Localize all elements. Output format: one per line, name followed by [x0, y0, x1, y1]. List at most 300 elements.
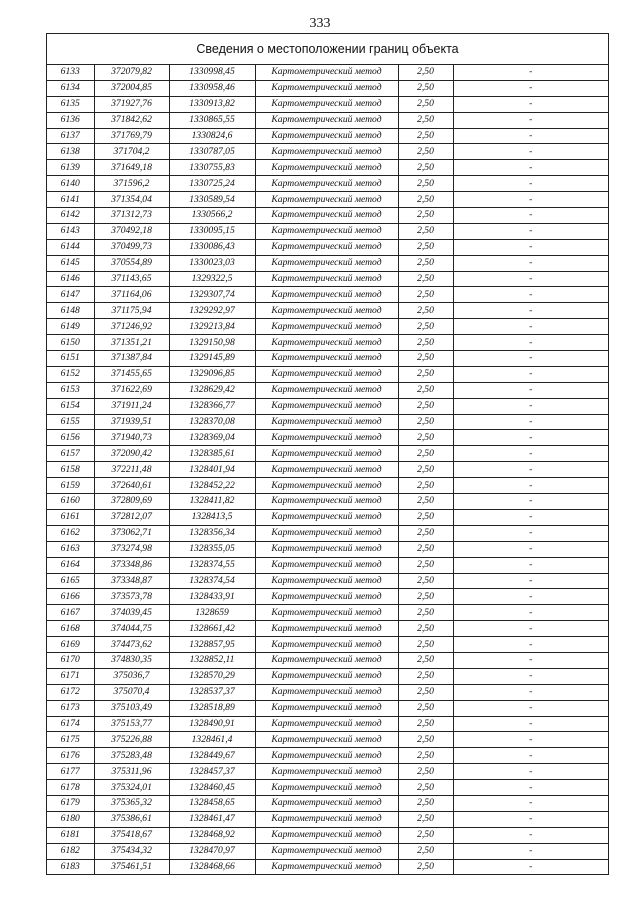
- table-row: [47, 732, 608, 748]
- method-cell: Картометрический метод: [255, 541, 398, 557]
- method-cell: Картометрический метод: [255, 160, 398, 176]
- point-number-cell: 6133: [47, 65, 94, 80]
- x-coordinate-cell: 371143,65: [94, 271, 169, 287]
- point-number-cell: 6136: [47, 112, 94, 128]
- y-coordinate-cell: 1329213,84: [169, 319, 255, 335]
- accuracy-cell: 2,50: [398, 366, 453, 382]
- y-coordinate-cell: 1330725,24: [169, 176, 255, 192]
- description-cell: -: [453, 843, 608, 859]
- point-number-cell: 6135: [47, 96, 94, 112]
- point-number-cell: 6183: [47, 859, 94, 875]
- method-cell: Картометрический метод: [255, 605, 398, 621]
- accuracy-cell: 2,50: [398, 462, 453, 478]
- description-cell: -: [453, 65, 608, 80]
- y-coordinate-cell: 1330023,03: [169, 255, 255, 271]
- method-cell: Картометрический метод: [255, 557, 398, 573]
- table-row: [47, 478, 608, 494]
- description-cell: -: [453, 780, 608, 796]
- y-coordinate-cell: 1328401,94: [169, 462, 255, 478]
- x-coordinate-cell: 375386,61: [94, 811, 169, 827]
- method-cell: Картометрический метод: [255, 271, 398, 287]
- boundary-table-frame: [46, 33, 609, 875]
- description-cell: -: [453, 319, 608, 335]
- method-cell: Картометрический метод: [255, 509, 398, 525]
- table-row: [47, 239, 608, 255]
- table-row: [47, 366, 608, 382]
- accuracy-cell: 2,50: [398, 271, 453, 287]
- table-row: [47, 811, 608, 827]
- point-number-cell: 6179: [47, 795, 94, 811]
- point-number-cell: 6151: [47, 351, 94, 367]
- table-row: [47, 525, 608, 541]
- description-cell: -: [453, 732, 608, 748]
- method-cell: Картометрический метод: [255, 208, 398, 224]
- y-coordinate-cell: 1328452,22: [169, 478, 255, 494]
- table-row: [47, 700, 608, 716]
- x-coordinate-cell: 372211,48: [94, 462, 169, 478]
- table-row: [47, 382, 608, 398]
- x-coordinate-cell: 372640,61: [94, 478, 169, 494]
- table-row: [47, 192, 608, 208]
- page-number: 333: [309, 16, 331, 31]
- table-row: [47, 319, 608, 335]
- point-number-cell: 6176: [47, 748, 94, 764]
- y-coordinate-cell: 1328852,11: [169, 652, 255, 668]
- point-number-cell: 6159: [47, 478, 94, 494]
- point-number-cell: 6180: [47, 811, 94, 827]
- description-cell: -: [453, 80, 608, 96]
- method-cell: Картометрический метод: [255, 80, 398, 96]
- x-coordinate-cell: 372809,69: [94, 494, 169, 510]
- x-coordinate-cell: 374473,62: [94, 637, 169, 653]
- description-cell: -: [453, 176, 608, 192]
- table-row: [47, 652, 608, 668]
- accuracy-cell: 2,50: [398, 525, 453, 541]
- accuracy-cell: 2,50: [398, 716, 453, 732]
- method-cell: Картометрический метод: [255, 382, 398, 398]
- x-coordinate-cell: 375434,32: [94, 843, 169, 859]
- y-coordinate-cell: 1328374,54: [169, 573, 255, 589]
- table-row: [47, 859, 608, 875]
- accuracy-cell: 2,50: [398, 398, 453, 414]
- description-cell: -: [453, 239, 608, 255]
- x-coordinate-cell: 371649,18: [94, 160, 169, 176]
- table-row: [47, 176, 608, 192]
- method-cell: Картометрический метод: [255, 859, 398, 875]
- x-coordinate-cell: 371704,2: [94, 144, 169, 160]
- point-number-cell: 6178: [47, 780, 94, 796]
- accuracy-cell: 2,50: [398, 351, 453, 367]
- point-number-cell: 6174: [47, 716, 94, 732]
- accuracy-cell: 2,50: [398, 509, 453, 525]
- accuracy-cell: 2,50: [398, 144, 453, 160]
- method-cell: Картометрический метод: [255, 96, 398, 112]
- description-cell: -: [453, 764, 608, 780]
- y-coordinate-cell: 1329145,89: [169, 351, 255, 367]
- y-coordinate-cell: 1328366,77: [169, 398, 255, 414]
- accuracy-cell: 2,50: [398, 128, 453, 144]
- method-cell: Картометрический метод: [255, 112, 398, 128]
- point-number-cell: 6164: [47, 557, 94, 573]
- x-coordinate-cell: 372090,42: [94, 446, 169, 462]
- method-cell: Картометрический метод: [255, 637, 398, 653]
- accuracy-cell: 2,50: [398, 287, 453, 303]
- x-coordinate-cell: 375103,49: [94, 700, 169, 716]
- x-coordinate-cell: 371927,76: [94, 96, 169, 112]
- accuracy-cell: 2,50: [398, 223, 453, 239]
- accuracy-cell: 2,50: [398, 96, 453, 112]
- table-row: [47, 287, 608, 303]
- description-cell: -: [453, 827, 608, 843]
- y-coordinate-cell: 1328570,29: [169, 668, 255, 684]
- y-coordinate-cell: 1328355,05: [169, 541, 255, 557]
- point-number-cell: 6162: [47, 525, 94, 541]
- description-cell: -: [453, 382, 608, 398]
- method-cell: Картометрический метод: [255, 319, 398, 335]
- x-coordinate-cell: 371939,51: [94, 414, 169, 430]
- x-coordinate-cell: 371769,79: [94, 128, 169, 144]
- point-number-cell: 6155: [47, 414, 94, 430]
- method-cell: Картометрический метод: [255, 589, 398, 605]
- description-cell: -: [453, 573, 608, 589]
- x-coordinate-cell: 375324,01: [94, 780, 169, 796]
- description-cell: -: [453, 430, 608, 446]
- description-cell: -: [453, 621, 608, 637]
- method-cell: Картометрический метод: [255, 668, 398, 684]
- point-number-cell: 6165: [47, 573, 94, 589]
- description-cell: -: [453, 716, 608, 732]
- description-cell: -: [453, 478, 608, 494]
- table-row: [47, 605, 608, 621]
- table-row: [47, 780, 608, 796]
- accuracy-cell: 2,50: [398, 843, 453, 859]
- x-coordinate-cell: 371596,2: [94, 176, 169, 192]
- description-cell: -: [453, 192, 608, 208]
- y-coordinate-cell: 1328458,65: [169, 795, 255, 811]
- description-cell: -: [453, 366, 608, 382]
- accuracy-cell: 2,50: [398, 112, 453, 128]
- accuracy-cell: 2,50: [398, 764, 453, 780]
- point-number-cell: 6156: [47, 430, 94, 446]
- method-cell: Картометрический метод: [255, 351, 398, 367]
- method-cell: Картометрический метод: [255, 414, 398, 430]
- accuracy-cell: 2,50: [398, 80, 453, 96]
- x-coordinate-cell: 372079,82: [94, 65, 169, 80]
- point-number-cell: 6154: [47, 398, 94, 414]
- point-number-cell: 6168: [47, 621, 94, 637]
- x-coordinate-cell: 372004,85: [94, 80, 169, 96]
- table-row: [47, 748, 608, 764]
- x-coordinate-cell: 371164,06: [94, 287, 169, 303]
- x-coordinate-cell: 371387,84: [94, 351, 169, 367]
- accuracy-cell: 2,50: [398, 541, 453, 557]
- x-coordinate-cell: 375070,4: [94, 684, 169, 700]
- y-coordinate-cell: 1330755,83: [169, 160, 255, 176]
- description-cell: -: [453, 462, 608, 478]
- method-cell: Картометрический метод: [255, 573, 398, 589]
- y-coordinate-cell: 1328468,66: [169, 859, 255, 875]
- point-number-cell: 6181: [47, 827, 94, 843]
- description-cell: -: [453, 684, 608, 700]
- point-number-cell: 6141: [47, 192, 94, 208]
- y-coordinate-cell: 1328356,34: [169, 525, 255, 541]
- description-cell: -: [453, 112, 608, 128]
- accuracy-cell: 2,50: [398, 176, 453, 192]
- y-coordinate-cell: 1328461,4: [169, 732, 255, 748]
- accuracy-cell: 2,50: [398, 795, 453, 811]
- point-number-cell: 6147: [47, 287, 94, 303]
- x-coordinate-cell: 371175,94: [94, 303, 169, 319]
- accuracy-cell: 2,50: [398, 668, 453, 684]
- description-cell: -: [453, 748, 608, 764]
- method-cell: Картометрический метод: [255, 478, 398, 494]
- accuracy-cell: 2,50: [398, 414, 453, 430]
- table-row: [47, 160, 608, 176]
- table-row: [47, 446, 608, 462]
- description-cell: -: [453, 255, 608, 271]
- y-coordinate-cell: 1328411,82: [169, 494, 255, 510]
- table-row: [47, 80, 608, 96]
- y-coordinate-cell: 1328374,55: [169, 557, 255, 573]
- accuracy-cell: 2,50: [398, 335, 453, 351]
- method-cell: Картометрический метод: [255, 652, 398, 668]
- accuracy-cell: 2,50: [398, 811, 453, 827]
- accuracy-cell: 2,50: [398, 748, 453, 764]
- accuracy-cell: 2,50: [398, 160, 453, 176]
- description-cell: -: [453, 335, 608, 351]
- x-coordinate-cell: 374039,45: [94, 605, 169, 621]
- y-coordinate-cell: 1329150,98: [169, 335, 255, 351]
- method-cell: Картометрический метод: [255, 748, 398, 764]
- x-coordinate-cell: 373348,86: [94, 557, 169, 573]
- description-cell: -: [453, 557, 608, 573]
- x-coordinate-cell: 370499,73: [94, 239, 169, 255]
- point-number-cell: 6177: [47, 764, 94, 780]
- accuracy-cell: 2,50: [398, 239, 453, 255]
- y-coordinate-cell: 1328468,92: [169, 827, 255, 843]
- x-coordinate-cell: 371940,73: [94, 430, 169, 446]
- x-coordinate-cell: 372812,07: [94, 509, 169, 525]
- point-number-cell: 6167: [47, 605, 94, 621]
- description-cell: -: [453, 541, 608, 557]
- x-coordinate-cell: 374830,35: [94, 652, 169, 668]
- table-row: [47, 65, 608, 80]
- method-cell: Картометрический метод: [255, 525, 398, 541]
- x-coordinate-cell: 371351,21: [94, 335, 169, 351]
- y-coordinate-cell: 1328461,47: [169, 811, 255, 827]
- point-number-cell: 6137: [47, 128, 94, 144]
- point-number-cell: 6138: [47, 144, 94, 160]
- accuracy-cell: 2,50: [398, 652, 453, 668]
- description-cell: -: [453, 144, 608, 160]
- x-coordinate-cell: 373348,87: [94, 573, 169, 589]
- accuracy-cell: 2,50: [398, 684, 453, 700]
- accuracy-cell: 2,50: [398, 382, 453, 398]
- y-coordinate-cell: 1329322,5: [169, 271, 255, 287]
- accuracy-cell: 2,50: [398, 446, 453, 462]
- x-coordinate-cell: 373573,78: [94, 589, 169, 605]
- accuracy-cell: 2,50: [398, 430, 453, 446]
- point-number-cell: 6150: [47, 335, 94, 351]
- method-cell: Картометрический метод: [255, 366, 398, 382]
- x-coordinate-cell: 374044,75: [94, 621, 169, 637]
- point-number-cell: 6173: [47, 700, 94, 716]
- description-cell: -: [453, 287, 608, 303]
- x-coordinate-cell: 371842,62: [94, 112, 169, 128]
- description-cell: -: [453, 398, 608, 414]
- accuracy-cell: 2,50: [398, 700, 453, 716]
- table-row: [47, 589, 608, 605]
- description-cell: -: [453, 700, 608, 716]
- point-number-cell: 6143: [47, 223, 94, 239]
- coordinates-table: [47, 65, 608, 875]
- point-number-cell: 6153: [47, 382, 94, 398]
- y-coordinate-cell: 1330095,15: [169, 223, 255, 239]
- accuracy-cell: 2,50: [398, 192, 453, 208]
- point-number-cell: 6149: [47, 319, 94, 335]
- point-number-cell: 6134: [47, 80, 94, 96]
- accuracy-cell: 2,50: [398, 780, 453, 796]
- x-coordinate-cell: 371246,92: [94, 319, 169, 335]
- accuracy-cell: 2,50: [398, 65, 453, 80]
- y-coordinate-cell: 1328659: [169, 605, 255, 621]
- x-coordinate-cell: 373062,71: [94, 525, 169, 541]
- description-cell: -: [453, 128, 608, 144]
- description-cell: -: [453, 160, 608, 176]
- description-cell: -: [453, 605, 608, 621]
- method-cell: Картометрический метод: [255, 287, 398, 303]
- table-row: [47, 764, 608, 780]
- point-number-cell: 6146: [47, 271, 94, 287]
- x-coordinate-cell: 370554,89: [94, 255, 169, 271]
- table-row: [47, 223, 608, 239]
- method-cell: Картометрический метод: [255, 144, 398, 160]
- x-coordinate-cell: 373274,98: [94, 541, 169, 557]
- x-coordinate-cell: 371911,24: [94, 398, 169, 414]
- accuracy-cell: 2,50: [398, 637, 453, 653]
- table-row: [47, 335, 608, 351]
- method-cell: Картометрический метод: [255, 700, 398, 716]
- accuracy-cell: 2,50: [398, 732, 453, 748]
- point-number-cell: 6140: [47, 176, 94, 192]
- y-coordinate-cell: 1330913,82: [169, 96, 255, 112]
- table-row: [47, 112, 608, 128]
- point-number-cell: 6158: [47, 462, 94, 478]
- method-cell: Картометрический метод: [255, 430, 398, 446]
- accuracy-cell: 2,50: [398, 827, 453, 843]
- point-number-cell: 6182: [47, 843, 94, 859]
- accuracy-cell: 2,50: [398, 557, 453, 573]
- y-coordinate-cell: 1330958,46: [169, 80, 255, 96]
- description-cell: -: [453, 589, 608, 605]
- x-coordinate-cell: 375036,7: [94, 668, 169, 684]
- method-cell: Картометрический метод: [255, 65, 398, 80]
- y-coordinate-cell: 1330086,43: [169, 239, 255, 255]
- accuracy-cell: 2,50: [398, 255, 453, 271]
- method-cell: Картометрический метод: [255, 303, 398, 319]
- x-coordinate-cell: 375461,51: [94, 859, 169, 875]
- description-cell: -: [453, 668, 608, 684]
- table-row: [47, 827, 608, 843]
- table-row: [47, 208, 608, 224]
- table-header-title: Сведения о местоположении границ объекта: [47, 34, 608, 65]
- description-cell: -: [453, 652, 608, 668]
- description-cell: -: [453, 96, 608, 112]
- point-number-cell: 6172: [47, 684, 94, 700]
- method-cell: Картометрический метод: [255, 621, 398, 637]
- method-cell: Картометрический метод: [255, 128, 398, 144]
- method-cell: Картометрический метод: [255, 827, 398, 843]
- table-row: [47, 430, 608, 446]
- accuracy-cell: 2,50: [398, 494, 453, 510]
- y-coordinate-cell: 1330998,45: [169, 65, 255, 80]
- point-number-cell: 6171: [47, 668, 94, 684]
- table-row: [47, 684, 608, 700]
- y-coordinate-cell: 1328413,5: [169, 509, 255, 525]
- table-row: [47, 573, 608, 589]
- description-cell: -: [453, 351, 608, 367]
- point-number-cell: 6163: [47, 541, 94, 557]
- point-number-cell: 6161: [47, 509, 94, 525]
- accuracy-cell: 2,50: [398, 303, 453, 319]
- y-coordinate-cell: 1328490,91: [169, 716, 255, 732]
- table-row: [47, 462, 608, 478]
- method-cell: Картометрический метод: [255, 223, 398, 239]
- table-row: [47, 398, 608, 414]
- y-coordinate-cell: 1328518,89: [169, 700, 255, 716]
- table-row: [47, 541, 608, 557]
- x-coordinate-cell: 370492,18: [94, 223, 169, 239]
- method-cell: Картометрический метод: [255, 684, 398, 700]
- description-cell: -: [453, 494, 608, 510]
- method-cell: Картометрический метод: [255, 716, 398, 732]
- y-coordinate-cell: 1329292,97: [169, 303, 255, 319]
- point-number-cell: 6152: [47, 366, 94, 382]
- method-cell: Картометрический метод: [255, 795, 398, 811]
- accuracy-cell: 2,50: [398, 621, 453, 637]
- method-cell: Картометрический метод: [255, 780, 398, 796]
- x-coordinate-cell: 375311,96: [94, 764, 169, 780]
- method-cell: Картометрический метод: [255, 446, 398, 462]
- accuracy-cell: 2,50: [398, 859, 453, 875]
- table-row: [47, 96, 608, 112]
- method-cell: Картометрический метод: [255, 462, 398, 478]
- x-coordinate-cell: 371455,65: [94, 366, 169, 382]
- y-coordinate-cell: 1328460,45: [169, 780, 255, 796]
- x-coordinate-cell: 371312,73: [94, 208, 169, 224]
- description-cell: -: [453, 859, 608, 875]
- method-cell: Картометрический метод: [255, 398, 398, 414]
- accuracy-cell: 2,50: [398, 605, 453, 621]
- method-cell: Картометрический метод: [255, 764, 398, 780]
- y-coordinate-cell: 1328433,91: [169, 589, 255, 605]
- accuracy-cell: 2,50: [398, 319, 453, 335]
- y-coordinate-cell: 1328470,97: [169, 843, 255, 859]
- point-number-cell: 6170: [47, 652, 94, 668]
- y-coordinate-cell: 1329307,74: [169, 287, 255, 303]
- table-row: [47, 843, 608, 859]
- y-coordinate-cell: 1328857,95: [169, 637, 255, 653]
- table-row: [47, 716, 608, 732]
- point-number-cell: 6139: [47, 160, 94, 176]
- y-coordinate-cell: 1330566,2: [169, 208, 255, 224]
- x-coordinate-cell: 375226,88: [94, 732, 169, 748]
- method-cell: Картометрический метод: [255, 732, 398, 748]
- point-number-cell: 6142: [47, 208, 94, 224]
- point-number-cell: 6166: [47, 589, 94, 605]
- table-row: [47, 668, 608, 684]
- method-cell: Картометрический метод: [255, 192, 398, 208]
